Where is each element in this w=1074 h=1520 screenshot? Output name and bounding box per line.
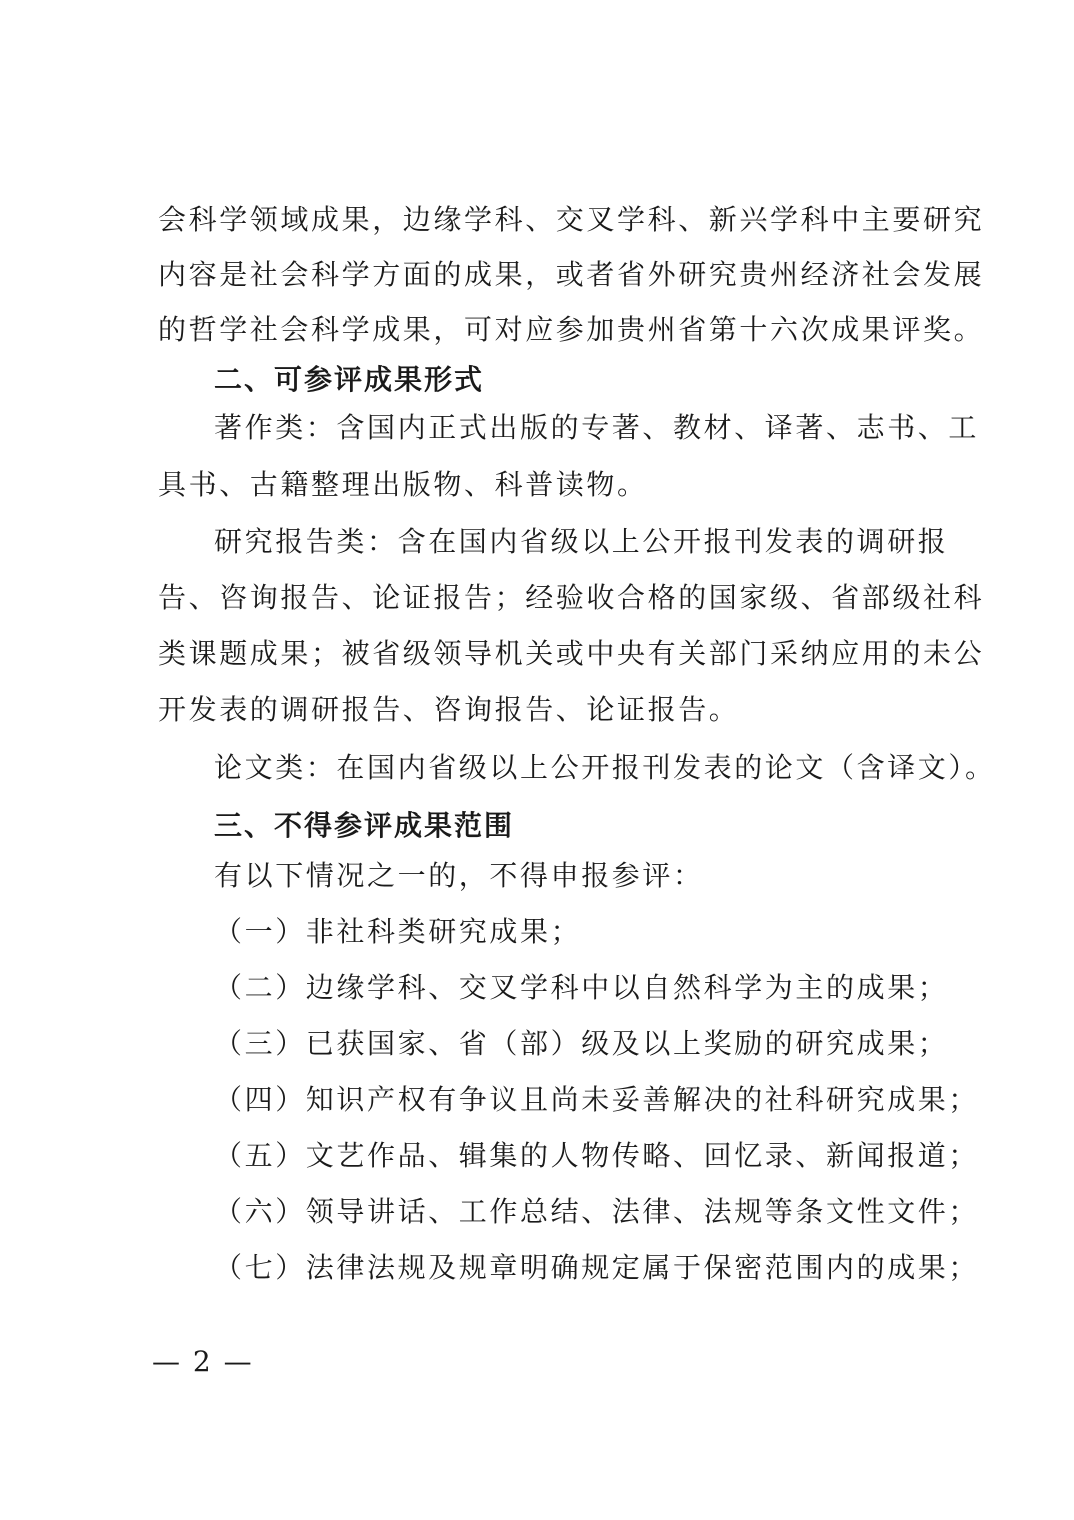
body-line: 内容是社会科学方面的成果，或者省外研究贵州经济社会发展 xyxy=(158,258,985,291)
body-line: 论文类：在国内省级以上公开报刊发表的论文（含译文）。 xyxy=(214,751,996,784)
list-item: （七）法律法规及规章明确规定属于保密范围内的成果； xyxy=(214,1251,980,1284)
list-item: （五）文艺作品、辑集的人物传略、回忆录、新闻报道； xyxy=(214,1139,980,1172)
body-line: 具书、古籍整理出版物、科普读物。 xyxy=(158,468,648,501)
section-heading-3: 三、不得参评成果范围 xyxy=(214,809,515,842)
list-item: （三）已获国家、省（部）级及以上奖励的研究成果； xyxy=(214,1027,949,1060)
body-line: 类课题成果；被省级领导机关或中央有关部门采纳应用的未公 xyxy=(158,637,985,670)
body-line: 告、咨询报告、论证报告；经验收合格的国家级、省部级社科 xyxy=(158,581,985,614)
body-line: 开发表的调研报告、咨询报告、论证报告。 xyxy=(158,693,740,726)
section-heading-2: 二、可参评成果形式 xyxy=(214,363,485,396)
list-item: （一）非社科类研究成果； xyxy=(214,915,582,948)
list-item: （四）知识产权有争议且尚未妥善解决的社科研究成果； xyxy=(214,1083,980,1116)
body-line: 著作类：含国内正式出版的专著、教材、译著、志书、工 xyxy=(214,411,980,444)
body-line: 的哲学社会科学成果，可对应参加贵州省第十六次成果评奖。 xyxy=(158,313,985,346)
list-item: （六）领导讲话、工作总结、法律、法规等条文性文件； xyxy=(214,1195,980,1228)
body-line: 会科学领域成果，边缘学科、交叉学科、新兴学科中主要研究 xyxy=(158,203,985,236)
body-line: 有以下情况之一的，不得申报参评： xyxy=(214,859,704,892)
list-item: （二）边缘学科、交叉学科中以自然科学为主的成果； xyxy=(214,971,949,1004)
page-number: — 2 — xyxy=(152,1345,254,1378)
body-line: 研究报告类：含在国内省级以上公开报刊发表的调研报 xyxy=(214,525,949,558)
